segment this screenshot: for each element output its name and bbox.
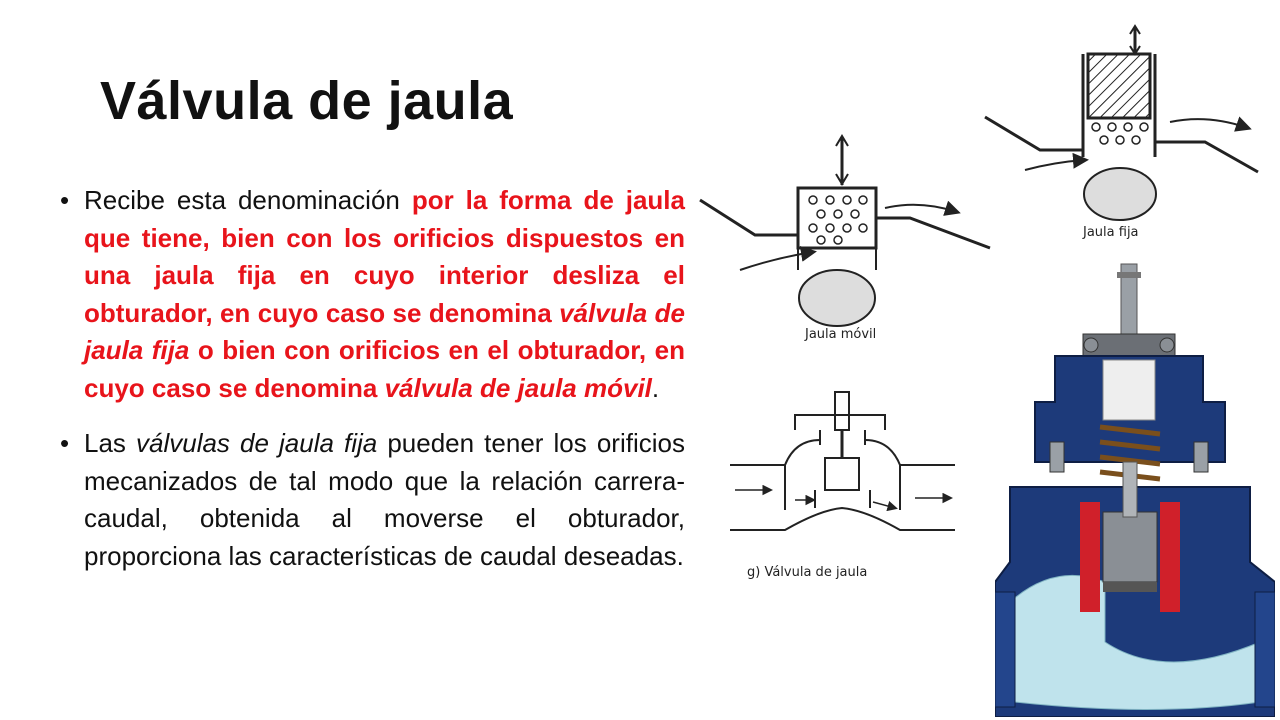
- jaula-fija-caption: Jaula fija: [1083, 225, 1139, 240]
- slide-title: Válvula de jaula: [100, 71, 514, 131]
- emphasis-term: válvulas de jaula fija: [136, 428, 378, 458]
- highlight-text-a: por la forma de jaula que tiene, bien con los orificios dispuestos en una jaula fija en cuyo interior desliza el obturador, en cuyo caso se denomina: [84, 185, 685, 328]
- highlight-text-b: o bien con orificios en el obturador, en cuyo caso se denomina: [84, 335, 685, 403]
- jaula-movil-diagram: [695, 130, 995, 350]
- valvula-jaula-diagram: [725, 390, 1005, 590]
- bullet-list: [60, 182, 685, 593]
- bullet-dot-icon: •: [60, 428, 70, 458]
- bullet-2: • Las válvulas de jaula fija pueden tener los orificios mecanizados de tal modo que la relación carrera-caudal, obtenida al moverse el obturador, proporciona las características de caudal deseadas.: [60, 425, 685, 575]
- valvula-jaula-caption: g) Válvula de jaula: [747, 565, 868, 580]
- jaula-fija-diagram: [980, 22, 1270, 247]
- jaula-movil-caption: Jaula móvil: [805, 327, 877, 342]
- highlight-term-movil: válvula de jaula móvil: [384, 372, 652, 403]
- valve-cutaway-illustration: [995, 262, 1275, 717]
- bullet-dot-icon: •: [60, 185, 70, 215]
- bullet-1: • Recibe esta denominación por la forma de jaula que tiene, bien con los orificios dispuestos en una jaula fija en cuyo interior desliza el obturador, en cuyo caso se denomina válvula de jaula fija o bien con orificios en el obturador, en cuyo caso se denomina válvula de jaula móvil.: [60, 182, 685, 407]
- highlight-term-fija: válvula de jaula fija: [84, 297, 686, 365]
